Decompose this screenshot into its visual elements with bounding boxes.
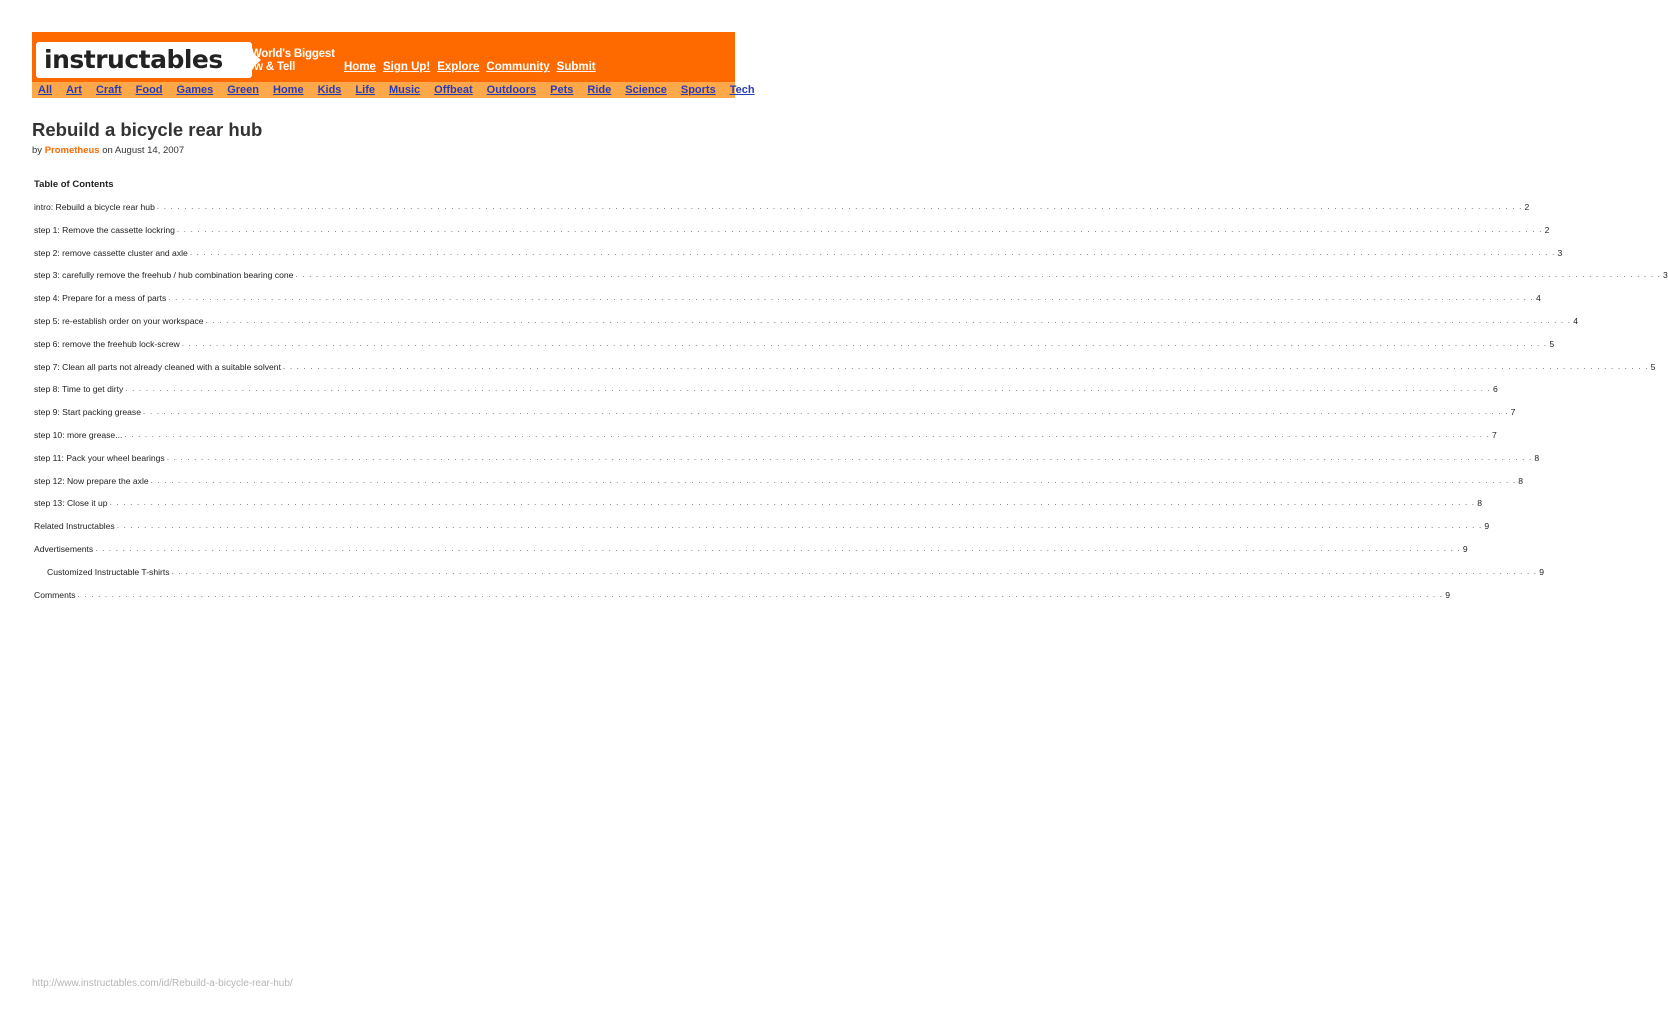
toc-entry-label: step 11: Pack your wheel bearings <box>34 452 165 463</box>
toc-entry[interactable] <box>34 270 1668 293</box>
toc-entry[interactable] <box>34 589 1450 613</box>
category-nav <box>32 82 755 98</box>
toc-entry[interactable] <box>34 566 1545 590</box>
site-logo[interactable] <box>36 42 252 78</box>
category-link-pets[interactable]: Pets <box>550 84 574 96</box>
toc-dot-leader: . . . . . . . . . . . . . . . . . . . . . . . . . . . . . . . . . . . . . . . . . . . . . . . . . . . . . . . . . . . . . . . . . . . . . . . . . . . . . . . . . . . . . . . . . . . . . . . . . . . . . . . . . . . . . . . . . . . . . . . . . . . . . . . . . . . . . . . . . . . . . . . . . . . . . . . . . . . . . . . . . . . . . . . . . . . . . . . . . . . . . . . . . . . . . . . . . . . . . . . . <box>156 202 1523 211</box>
category-link-life[interactable]: Life <box>355 84 375 96</box>
toc-entry-page: 8 <box>1518 475 1524 486</box>
table-of-contents <box>34 202 1668 612</box>
toc-entry[interactable] <box>34 429 1497 453</box>
toc-entry-page: 6 <box>1492 384 1498 395</box>
toc-entry-page: 3 <box>1663 270 1668 281</box>
category-link-tech[interactable]: Tech <box>729 84 755 96</box>
toc-entry-page: 4 <box>1573 315 1578 326</box>
nav-link-sign-up[interactable]: Sign Up! <box>382 61 431 73</box>
footer-url[interactable]: http://www.instructables.com/id/Rebuild-a-bicycle-rear-hub/ <box>32 978 293 989</box>
toc-entry-label: step 10: more grease... <box>34 429 123 440</box>
toc-dot-leader: . . . . . . . . . . . . . . . . . . . . . . . . . . . . . . . . . . . . . . . . . . . . . . . . . . . . . . . . . . . . . . . . . . . . . . . . . . . . . . . . . . . . . . . . . . . . . . . . . . . . . . . . . . . . . . . . . . . . . . . . . . . . . . . . . . . . . . . . . . . . . . . . . . . . . . . . . . . . . . . . . . . . . . . . . . . . . . . . . . . . . . . . . . . . . . . . . . . . . . . . <box>116 521 1483 531</box>
category-link-food[interactable]: Food <box>135 84 163 96</box>
toc-entry-label: Comments <box>34 589 76 600</box>
toc-dot-leader: . . . . . . . . . . . . . . . . . . . . . . . . . . . . . . . . . . . . . . . . . . . . . . . . . . . . . . . . . . . . . . . . . . . . . . . . . . . . . . . . . . . . . . . . . . . . . . . . . . . . . . . . . . . . . . . . . . . . . . . . . . . . . . . . . . . . . . . . . . . . . . . . . . . . . . . . . . . . . . . . . . . . . . . . . . . . . . . . . . . . . . . . . . . . . . . . . . . . . . . . <box>282 361 1649 371</box>
site-tagline <box>228 48 338 74</box>
toc-dot-leader: . . . . . . . . . . . . . . . . . . . . . . . . . . . . . . . . . . . . . . . . . . . . . . . . . . . . . . . . . . . . . . . . . . . . . . . . . . . . . . . . . . . . . . . . . . . . . . . . . . . . . . . . . . . . . . . . . . . . . . . . . . . . . . . . . . . . . . . . . . . . . . . . . . . . . . . . . . . . . . . . . . . . . . . . . . . . . . . . . . . . . . . . . . . . . . . . . . . . . . . . <box>171 566 1538 576</box>
toc-entry-label: step 7: Clean all parts not already cleaned with a suitable solvent <box>34 361 281 372</box>
toc-entry[interactable] <box>34 384 1498 407</box>
toc-dot-leader: . . . . . . . . . . . . . . . . . . . . . . . . . . . . . . . . . . . . . . . . . . . . . . . . . . . . . . . . . . . . . . . . . . . . . . . . . . . . . . . . . . . . . . . . . . . . . . . . . . . . . . . . . . . . . . . . . . . . . . . . . . . . . . . . . . . . . . . . . . . . . . . . . . . . . . . . . . . . . . . . . . . . . . . . . . . . . . . . . . . . . . . . . . . . . . . . . . . . . . . . <box>181 338 1548 348</box>
category-link-all[interactable]: All <box>38 84 53 96</box>
publish-date: on August 14, 2007 <box>102 145 185 156</box>
toc-entry-label: step 8: Time to get dirty <box>34 384 124 395</box>
category-link-sports[interactable]: Sports <box>680 84 716 96</box>
nav-link-explore[interactable]: Explore <box>437 61 480 73</box>
header-top-bar <box>32 32 735 80</box>
toc-entry-label: step 12: Now prepare the axle <box>34 475 149 486</box>
toc-entry[interactable] <box>34 202 1530 225</box>
toc-entry[interactable] <box>34 338 1555 362</box>
toc-entry-label: step 6: remove the freehub lock-screw <box>34 338 180 349</box>
toc-dot-leader: . . . . . . . . . . . . . . . . . . . . . . . . . . . . . . . . . . . . . . . . . . . . . . . . . . . . . . . . . . . . . . . . . . . . . . . . . . . . . . . . . . . . . . . . . . . . . . . . . . . . . . . . . . . . . . . . . . . . . . . . . . . . . . . . . . . . . . . . . . . . . . . . . . . . . . . . . . . . . . . . . . . . . . . . . . . . . . . . . . . . . . . . . . . . . . . . . . . . . . . . <box>77 589 1444 599</box>
toc-entry-page: 9 <box>1445 589 1450 600</box>
category-link-offbeat[interactable]: Offbeat <box>434 84 473 96</box>
toc-entry-page: 9 <box>1539 566 1545 577</box>
toc-entry-page: 4 <box>1535 293 1541 304</box>
toc-entry-page: 2 <box>1524 202 1530 212</box>
category-link-ride[interactable]: Ride <box>587 84 612 96</box>
byline <box>32 145 184 156</box>
toc-entry-label: step 3: carefully remove the freehub / hub combination bearing cone <box>34 270 294 281</box>
toc-entry-page: 7 <box>1492 429 1497 440</box>
toc-dot-leader: . . . . . . . . . . . . . . . . . . . . . . . . . . . . . . . . . . . . . . . . . . . . . . . . . . . . . . . . . . . . . . . . . . . . . . . . . . . . . . . . . . . . . . . . . . . . . . . . . . . . . . . . . . . . . . . . . . . . . . . . . . . . . . . . . . . . . . . . . . . . . . . . . . . . . . . . . . . . . . . . . . . . . . . . . . . . . . . . . . . . . . . . . . . . . . . . . . . . . . . . <box>295 270 1662 280</box>
toc-heading: Table of Contents <box>34 179 114 190</box>
author-link[interactable]: Prometheus <box>44 145 100 156</box>
toc-entry-page: 5 <box>1650 361 1656 372</box>
toc-entry-page: 2 <box>1544 224 1550 235</box>
category-link-craft[interactable]: Craft <box>95 84 122 96</box>
category-link-green[interactable]: Green <box>227 84 260 96</box>
toc-dot-leader: . . . . . . . . . . . . . . . . . . . . . . . . . . . . . . . . . . . . . . . . . . . . . . . . . . . . . . . . . . . . . . . . . . . . . . . . . . . . . . . . . . . . . . . . . . . . . . . . . . . . . . . . . . . . . . . . . . . . . . . . . . . . . . . . . . . . . . . . . . . . . . . . . . . . . . . . . . . . . . . . . . . . . . . . . . . . . . . . . . . . . . . . . . . . . . . . . . . . . . . . <box>205 315 1572 325</box>
category-link-kids[interactable]: Kids <box>317 84 342 96</box>
category-link-home[interactable]: Home <box>273 84 304 96</box>
toc-entry-page: 3 <box>1557 247 1563 258</box>
toc-entry[interactable] <box>34 224 1550 248</box>
toc-entry-page: 9 <box>1484 521 1490 532</box>
site-header <box>32 32 755 98</box>
toc-dot-leader: . . . . . . . . . . . . . . . . . . . . . . . . . . . . . . . . . . . . . . . . . . . . . . . . . . . . . . . . . . . . . . . . . . . . . . . . . . . . . . . . . . . . . . . . . . . . . . . . . . . . . . . . . . . . . . . . . . . . . . . . . . . . . . . . . . . . . . . . . . . . . . . . . . . . . . . . . . . . . . . . . . . . . . . . . . . . . . . . . . . . . . . . . . . . . . . . . . . . . . . . <box>124 429 1491 439</box>
toc-dot-leader: . . . . . . . . . . . . . . . . . . . . . . . . . . . . . . . . . . . . . . . . . . . . . . . . . . . . . . . . . . . . . . . . . . . . . . . . . . . . . . . . . . . . . . . . . . . . . . . . . . . . . . . . . . . . . . . . . . . . . . . . . . . . . . . . . . . . . . . . . . . . . . . . . . . . . . . . . . . . . . . . . . . . . . . . . . . . . . . . . . . . . . . . . . . . . . . . . . . . . . . . <box>176 224 1543 234</box>
toc-entry[interactable] <box>34 498 1482 521</box>
tagline-line-2: Show & Tell <box>233 61 296 73</box>
toc-entry[interactable] <box>34 407 1516 430</box>
toc-entry[interactable] <box>34 293 1541 316</box>
toc-entry[interactable] <box>34 521 1490 544</box>
toc-entry-label: step 2: remove cassette cluster and axle <box>34 247 188 258</box>
toc-entry[interactable] <box>34 315 1578 339</box>
toc-entry[interactable] <box>34 475 1524 499</box>
toc-entry-label: step 5: re-establish order on your workspace <box>34 315 204 326</box>
toc-entry-page: 5 <box>1549 338 1555 349</box>
byline-prefix: by <box>32 145 43 156</box>
category-link-music[interactable]: Music <box>388 84 421 96</box>
category-link-art[interactable]: Art <box>66 84 82 96</box>
toc-entry-page: 7 <box>1510 407 1516 418</box>
toc-entry-label: Related Instructables <box>34 521 115 532</box>
toc-entry[interactable] <box>34 361 1656 385</box>
toc-dot-leader: . . . . . . . . . . . . . . . . . . . . . . . . . . . . . . . . . . . . . . . . . . . . . . . . . . . . . . . . . . . . . . . . . . . . . . . . . . . . . . . . . . . . . . . . . . . . . . . . . . . . . . . . . . . . . . . . . . . . . . . . . . . . . . . . . . . . . . . . . . . . . . . . . . . . . . . . . . . . . . . . . . . . . . . . . . . . . . . . . . . . . . . . . . . . . . . . . . . . . . . . <box>143 407 1509 417</box>
toc-entry-label: intro: Rebuild a bicycle rear hub <box>34 202 155 212</box>
toc-entry-label: step 9: Start packing grease <box>34 407 142 418</box>
nav-link-home[interactable]: Home <box>344 61 376 73</box>
toc-entry-label: Advertisements <box>34 543 94 554</box>
main-nav <box>344 61 596 73</box>
toc-entry-page: 9 <box>1462 543 1468 554</box>
toc-entry-label: step 1: Remove the cassette lockring <box>34 224 175 235</box>
toc-entry[interactable] <box>34 247 1563 271</box>
toc-dot-leader: . . . . . . . . . . . . . . . . . . . . . . . . . . . . . . . . . . . . . . . . . . . . . . . . . . . . . . . . . . . . . . . . . . . . . . . . . . . . . . . . . . . . . . . . . . . . . . . . . . . . . . . . . . . . . . . . . . . . . . . . . . . . . . . . . . . . . . . . . . . . . . . . . . . . . . . . . . . . . . . . . . . . . . . . . . . . . . . . . . . . . . . . . . . . . . . . . . . . . . . . <box>168 293 1534 303</box>
page-title: Rebuild a bicycle rear hub <box>32 119 263 140</box>
toc-dot-leader: . . . . . . . . . . . . . . . . . . . . . . . . . . . . . . . . . . . . . . . . . . . . . . . . . . . . . . . . . . . . . . . . . . . . . . . . . . . . . . . . . . . . . . . . . . . . . . . . . . . . . . . . . . . . . . . . . . . . . . . . . . . . . . . . . . . . . . . . . . . . . . . . . . . . . . . . . . . . . . . . . . . . . . . . . . . . . . . . . . . . . . . . . . . . . . . . . . . . . . . . <box>166 452 1533 462</box>
category-link-games[interactable]: Games <box>176 84 214 96</box>
toc-dot-leader: . . . . . . . . . . . . . . . . . . . . . . . . . . . . . . . . . . . . . . . . . . . . . . . . . . . . . . . . . . . . . . . . . . . . . . . . . . . . . . . . . . . . . . . . . . . . . . . . . . . . . . . . . . . . . . . . . . . . . . . . . . . . . . . . . . . . . . . . . . . . . . . . . . . . . . . . . . . . . . . . . . . . . . . . . . . . . . . . . . . . . . . . . . . . . . . . . . . . . . . . <box>125 384 1491 394</box>
toc-entry[interactable] <box>34 452 1540 476</box>
toc-entry-page: 8 <box>1534 452 1540 463</box>
category-link-science[interactable]: Science <box>625 84 667 96</box>
toc-dot-leader: . . . . . . . . . . . . . . . . . . . . . . . . . . . . . . . . . . . . . . . . . . . . . . . . . . . . . . . . . . . . . . . . . . . . . . . . . . . . . . . . . . . . . . . . . . . . . . . . . . . . . . . . . . . . . . . . . . . . . . . . . . . . . . . . . . . . . . . . . . . . . . . . . . . . . . . . . . . . . . . . . . . . . . . . . . . . . . . . . . . . . . . . . . . . . . . . . . . . . . . . <box>109 498 1476 508</box>
nav-link-community[interactable]: Community <box>486 61 550 73</box>
toc-entry-page: 8 <box>1477 498 1482 509</box>
tagline-line-1: The World's Biggest <box>228 48 335 60</box>
category-link-outdoors[interactable]: Outdoors <box>486 84 537 96</box>
nav-link-submit[interactable]: Submit <box>556 61 596 73</box>
toc-dot-leader: . . . . . . . . . . . . . . . . . . . . . . . . . . . . . . . . . . . . . . . . . . . . . . . . . . . . . . . . . . . . . . . . . . . . . . . . . . . . . . . . . . . . . . . . . . . . . . . . . . . . . . . . . . . . . . . . . . . . . . . . . . . . . . . . . . . . . . . . . . . . . . . . . . . . . . . . . . . . . . . . . . . . . . . . . . . . . . . . . . . . . . . . . . . . . . . . . . . . . . . . <box>95 543 1461 553</box>
logo-text: instructables <box>44 45 223 74</box>
toc-entry-label: step 13: Close it up <box>34 498 108 509</box>
toc-entry-label: step 4: Prepare for a mess of parts <box>34 293 167 304</box>
toc-entry-label: Customized Instructable T-shirts <box>34 567 172 577</box>
toc-entry[interactable] <box>34 543 1468 567</box>
toc-dot-leader: . . . . . . . . . . . . . . . . . . . . . . . . . . . . . . . . . . . . . . . . . . . . . . . . . . . . . . . . . . . . . . . . . . . . . . . . . . . . . . . . . . . . . . . . . . . . . . . . . . . . . . . . . . . . . . . . . . . . . . . . . . . . . . . . . . . . . . . . . . . . . . . . . . . . . . . . . . . . . . . . . . . . . . . . . . . . . . . . . . . . . . . . . . . . . . . . . . . . . . . . <box>189 247 1556 257</box>
toc-dot-leader: . . . . . . . . . . . . . . . . . . . . . . . . . . . . . . . . . . . . . . . . . . . . . . . . . . . . . . . . . . . . . . . . . . . . . . . . . . . . . . . . . . . . . . . . . . . . . . . . . . . . . . . . . . . . . . . . . . . . . . . . . . . . . . . . . . . . . . . . . . . . . . . . . . . . . . . . . . . . . . . . . . . . . . . . . . . . . . . . . . . . . . . . . . . . . . . . . . . . . . . . <box>150 475 1517 485</box>
